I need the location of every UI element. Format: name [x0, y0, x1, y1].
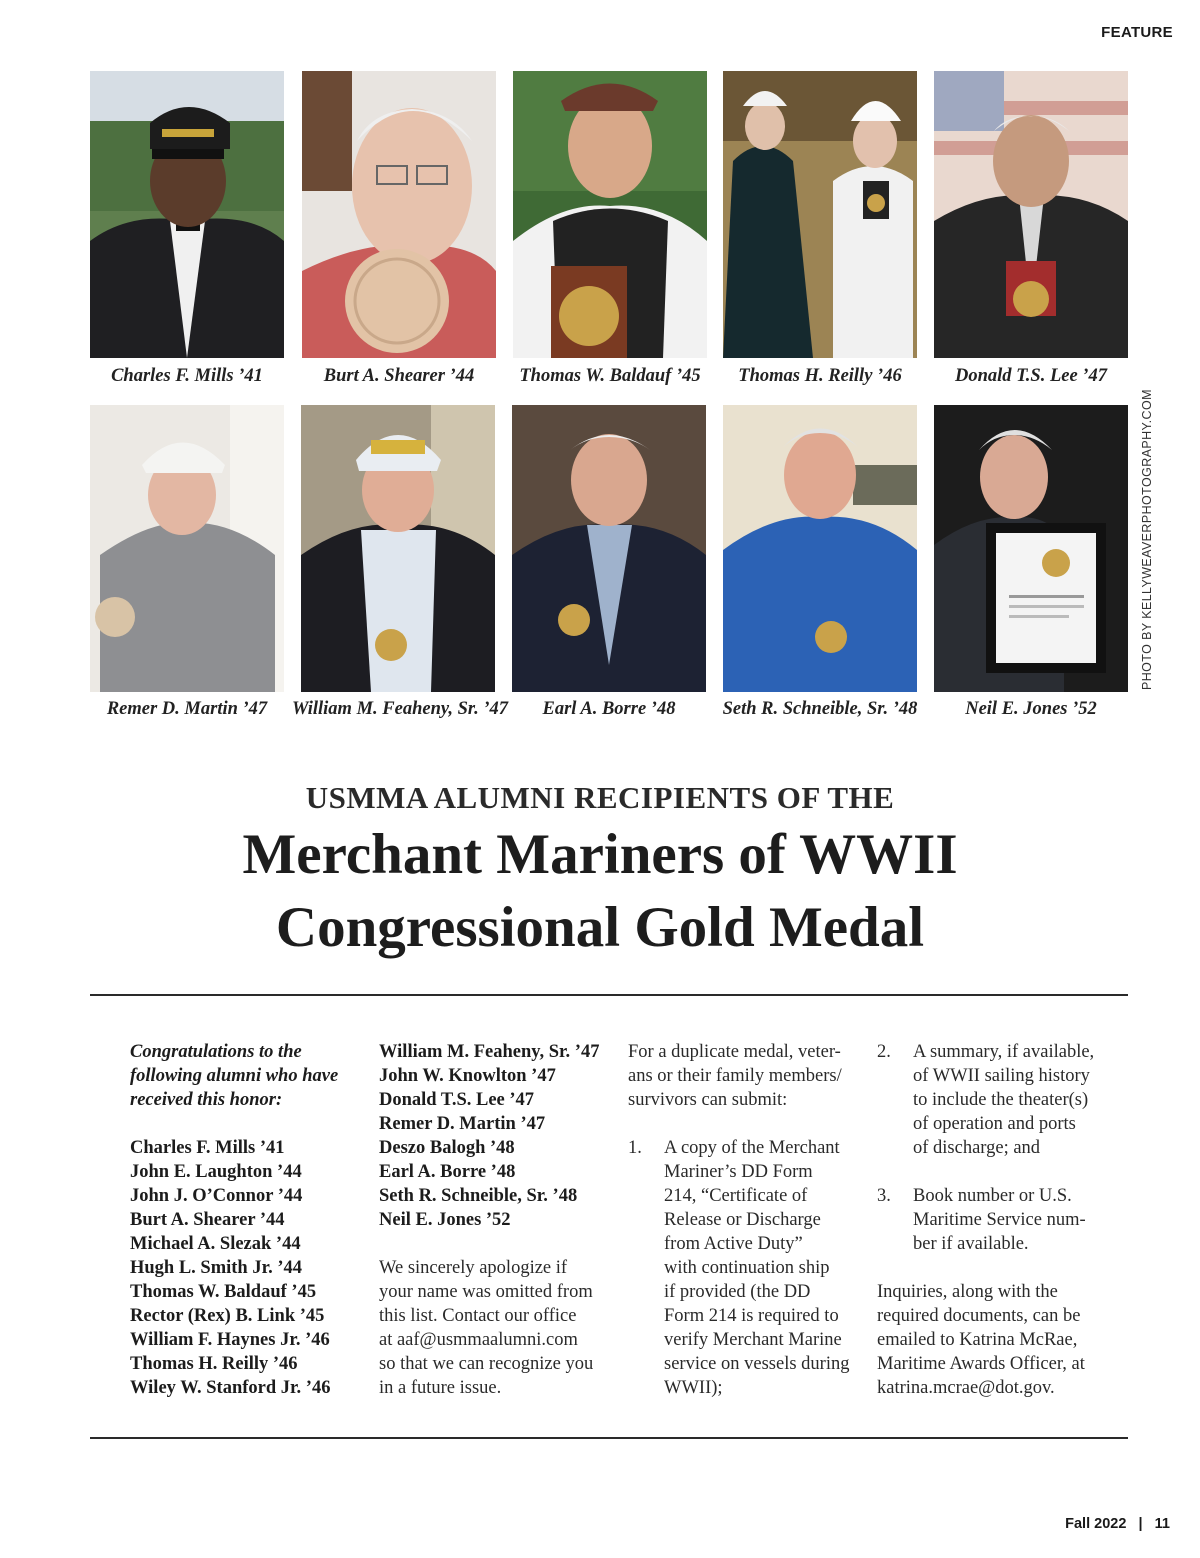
item-line: Release or Discharge: [664, 1210, 821, 1230]
item-line: ber if available.: [913, 1234, 1029, 1254]
page-number: 11: [1154, 1516, 1170, 1532]
apology-line: so that we can recognize you: [379, 1354, 594, 1374]
photo-caption: Neil E. Jones ’52: [965, 699, 1097, 719]
item-line: WWII);: [664, 1378, 723, 1398]
recipient-name: Thomas W. Baldauf ’45: [130, 1282, 317, 1302]
headline-line-2: Congressional Gold Medal: [275, 896, 925, 959]
photo-seth-schneible: [723, 405, 917, 692]
item-line: with continuation ship: [664, 1258, 830, 1278]
congratulations-intro: [130, 1040, 365, 1112]
recipient-name: William F. Haynes Jr. ’46: [130, 1330, 330, 1350]
footer-separator: |: [1138, 1516, 1143, 1532]
column-instructions-2: [877, 1040, 1117, 1400]
photo-caption: Earl A. Borre ’48: [542, 699, 676, 719]
photo-burt-shearer: [302, 71, 496, 358]
intro-line: received this honor:: [130, 1090, 283, 1110]
item-line: to include the theater(s): [913, 1090, 1089, 1110]
item-line: of WWII sailing history: [913, 1066, 1090, 1086]
photo-neil-jones: [934, 405, 1128, 692]
apology-line: at aaf@usmmaalumni.com: [379, 1330, 578, 1350]
recipient-list: [379, 1040, 619, 1232]
recipient-name: Seth R. Schneible, Sr. ’48: [379, 1186, 578, 1206]
item-line: A copy of the Merchant: [664, 1138, 840, 1158]
recipient-list: [130, 1136, 365, 1400]
list-number: 2.: [877, 1042, 891, 1062]
inquiry-line: katrina.mcrae@dot.gov.: [877, 1378, 1055, 1398]
item-line: if provided (the DD: [664, 1282, 811, 1302]
section-label: FEATURE: [1101, 24, 1173, 41]
photo-credit: PHOTO BY KELLYWEAVERPHOTOGRAPHY.COM: [1140, 389, 1154, 690]
list-item-1: [628, 1136, 868, 1400]
item-line: Maritime Service num-: [913, 1210, 1086, 1230]
photo-thomas-baldauf: [513, 71, 707, 358]
recipient-name: Michael A. Slezak ’44: [130, 1234, 301, 1254]
item-line: Form 214 is required to: [664, 1306, 839, 1326]
photo-caption: Burt A. Shearer ’44: [323, 366, 475, 386]
inquiry-line: required documents, can be: [877, 1306, 1081, 1326]
inquiry-line: emailed to Katrina McRae,: [877, 1330, 1078, 1350]
list-item-3: [877, 1184, 1117, 1256]
recipient-name: Neil E. Jones ’52: [379, 1210, 511, 1230]
item-line: Mariner’s DD Form: [664, 1162, 813, 1182]
duplicate-medal-intro: [628, 1040, 868, 1112]
photo-earl-borre: [512, 405, 706, 692]
recipient-name: Rector (Rex) B. Link ’45: [130, 1306, 325, 1326]
issue-label: Fall 2022: [1065, 1516, 1127, 1532]
apology-line: We sincerely apologize if: [379, 1258, 568, 1278]
recipient-name: John J. O’Connor ’44: [130, 1186, 303, 1206]
recipient-name: William M. Feaheny, Sr. ’47: [379, 1042, 600, 1062]
photo-caption: Seth R. Schneible, Sr. ’48: [722, 699, 918, 719]
inquiries-paragraph: [877, 1280, 1117, 1400]
title-kicker: USMMA ALUMNI RECIPIENTS OF THE: [305, 780, 895, 815]
photo-charles-mills: [90, 71, 284, 358]
divider-top: [90, 994, 1128, 996]
photo-caption: Donald T.S. Lee ’47: [955, 366, 1107, 386]
item-line: A summary, if available,: [913, 1042, 1095, 1062]
item-line: Book number or U.S.: [913, 1186, 1072, 1206]
photo-caption: Thomas W. Baldauf ’45: [519, 366, 701, 386]
list-number: 1.: [628, 1138, 642, 1158]
intro-line: ans or their family members/: [628, 1066, 842, 1086]
item-line: 214, “Certificate of: [664, 1186, 808, 1206]
list-number: 3.: [877, 1186, 891, 1206]
title-block: [0, 780, 1200, 962]
divider-bottom: [90, 1437, 1128, 1439]
page-footer: [1065, 1516, 1170, 1532]
recipient-name: John W. Knowlton ’47: [379, 1066, 556, 1086]
apology-line: this list. Contact our office: [379, 1306, 577, 1326]
recipient-name: Charles F. Mills ’41: [130, 1138, 285, 1158]
photo-caption: Remer D. Martin ’47: [106, 699, 268, 719]
photo-donald-lee: [934, 71, 1128, 358]
inquiry-line: Inquiries, along with the: [877, 1282, 1058, 1302]
column-recipients-1: [130, 1040, 365, 1400]
intro-line: survivors can submit:: [628, 1090, 788, 1110]
photo-william-feaheny: [301, 405, 495, 692]
recipient-name: Remer D. Martin ’47: [379, 1114, 546, 1134]
headline-line-1: Merchant Mariners of WWII: [242, 823, 958, 886]
item-line: of operation and ports: [913, 1114, 1076, 1134]
recipient-name: Hugh L. Smith Jr. ’44: [130, 1258, 303, 1278]
intro-line: following alumni who have: [130, 1066, 339, 1086]
column-recipients-2: [379, 1040, 619, 1400]
inquiry-line: Maritime Awards Officer, at: [877, 1354, 1085, 1374]
recipient-name: Earl A. Borre ’48: [379, 1162, 516, 1182]
apology-line: in a future issue.: [379, 1378, 502, 1398]
intro-line: Congratulations to the: [130, 1042, 302, 1062]
recipient-name: Thomas H. Reilly ’46: [130, 1354, 298, 1374]
apology-line: your name was omitted from: [379, 1282, 593, 1302]
list-item-2: [877, 1040, 1117, 1160]
recipient-name: Burt A. Shearer ’44: [130, 1210, 285, 1230]
recipient-name: Wiley W. Stanford Jr. ’46: [130, 1378, 331, 1398]
item-line: of discharge; and: [913, 1138, 1041, 1158]
photo-thomas-reilly: [723, 71, 917, 358]
recipient-name: Deszo Balogh ’48: [379, 1138, 515, 1158]
apology-paragraph: [379, 1256, 619, 1400]
photo-caption: Thomas H. Reilly ’46: [738, 366, 902, 386]
photo-remer-martin: [90, 405, 284, 692]
item-line: from Active Duty”: [664, 1234, 803, 1254]
item-line: service on vessels during: [664, 1354, 850, 1374]
item-line: verify Merchant Marine: [664, 1330, 842, 1350]
recipient-name: Donald T.S. Lee ’47: [379, 1090, 535, 1110]
photo-caption: William M. Feaheny, Sr. ’47: [291, 699, 509, 719]
column-instructions-1: [628, 1040, 868, 1400]
photo-caption: Charles F. Mills ’41: [111, 366, 263, 386]
intro-line: For a duplicate medal, veter-: [628, 1042, 841, 1062]
recipient-name: John E. Laughton ’44: [130, 1162, 302, 1182]
